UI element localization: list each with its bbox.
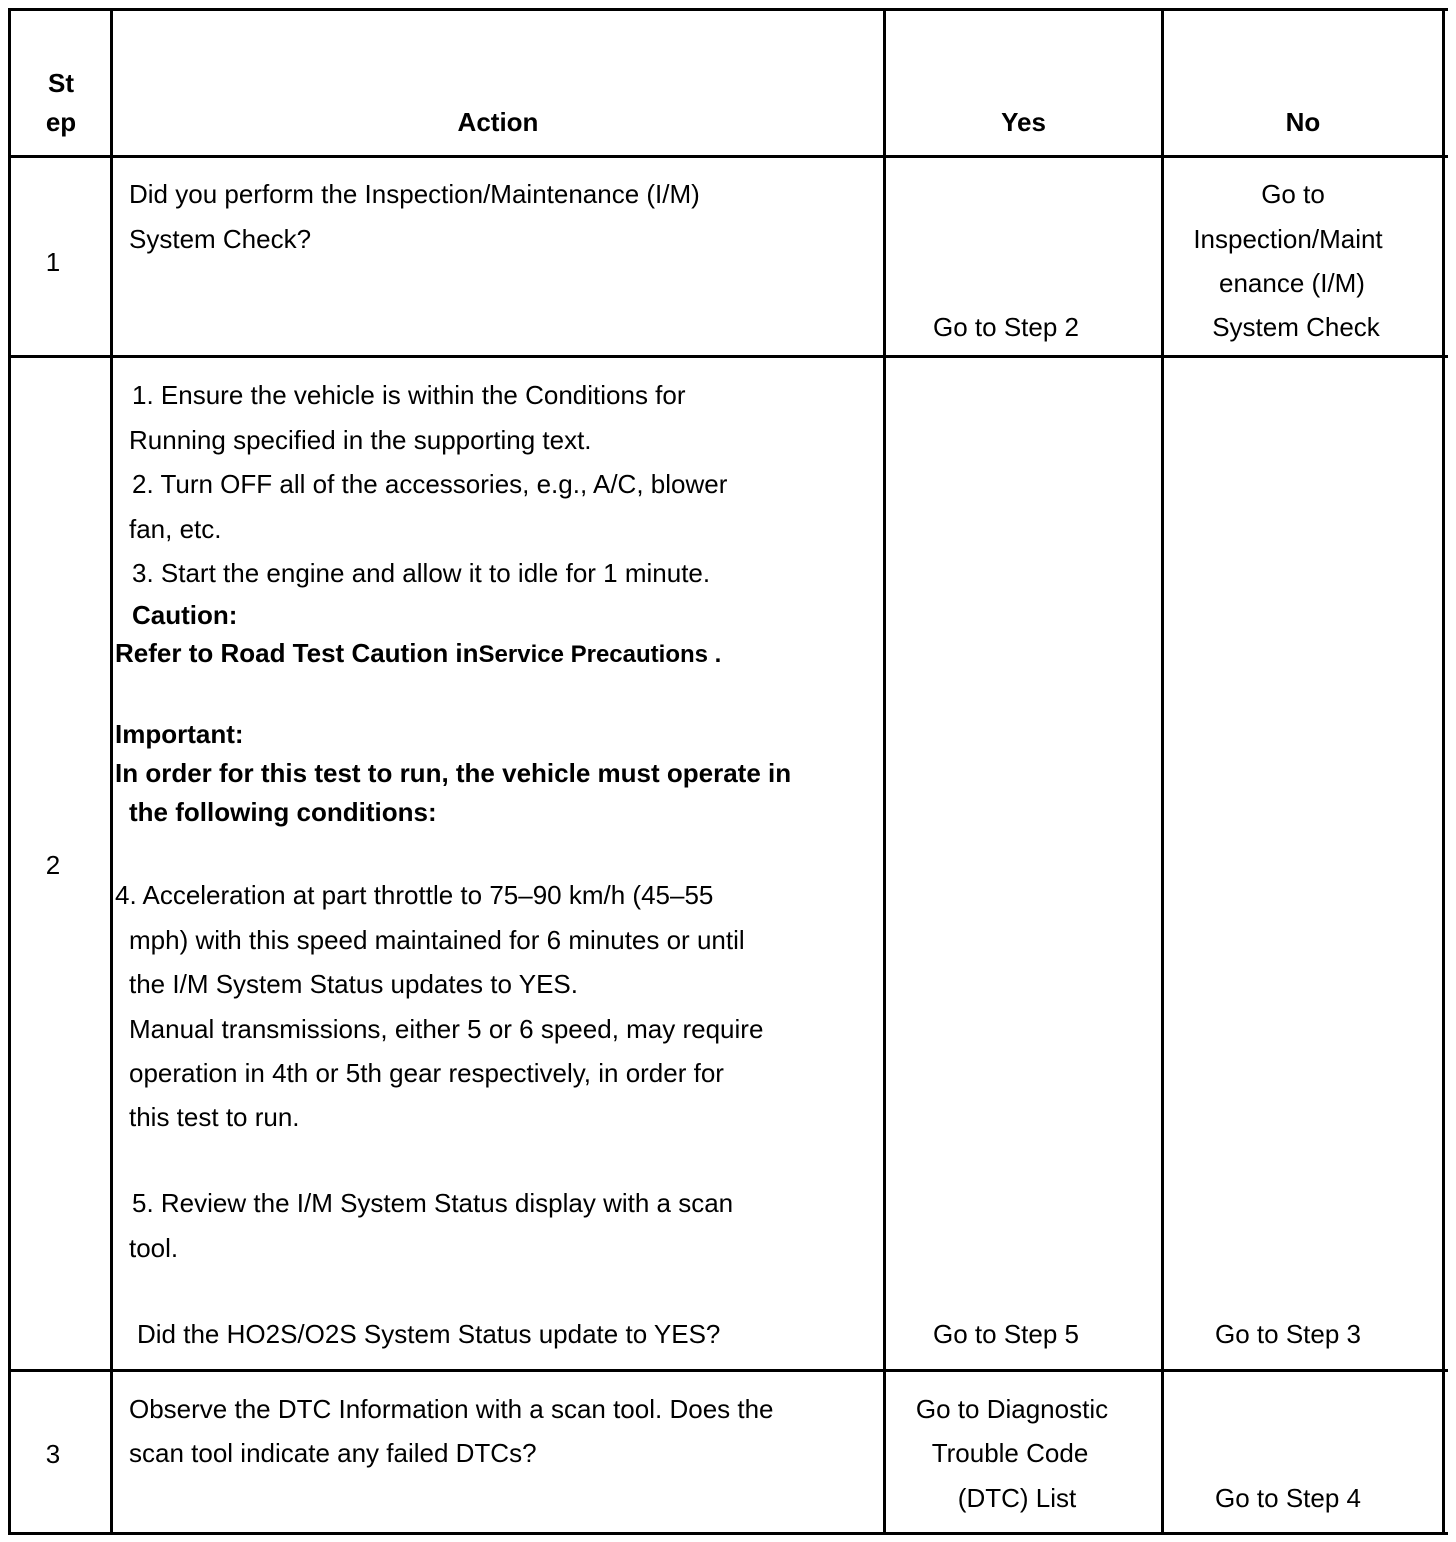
row2-line-11: this test to run. <box>129 1102 300 1132</box>
header-step-line1: St <box>48 68 74 98</box>
header-divider <box>8 155 1448 158</box>
column-divider-step <box>110 8 113 1535</box>
row1-action-line1: Did you perform the Inspection/Maintenance (I/M) <box>129 179 700 209</box>
service-precautions-link[interactable]: Service Precautions . <box>478 641 722 668</box>
column-divider-action <box>883 8 886 1535</box>
caution-label: Caution: <box>132 600 238 630</box>
row1-no-line4: System Check <box>1212 312 1380 342</box>
caution-text <box>115 638 721 670</box>
row2-line-13: tool. <box>129 1233 179 1263</box>
row1-no-line3: enance (I/M) <box>1219 268 1365 298</box>
important-label: Important: <box>115 719 244 749</box>
row2-yes: Go to Step 5 <box>933 1319 1079 1349</box>
row3-yes-line2: Trouble Code <box>931 1438 1089 1468</box>
row2-line-4: fan, etc. <box>129 514 222 544</box>
table-border-left <box>8 8 11 1535</box>
row3-step: 3 <box>45 1439 61 1469</box>
row1-yes: Go to Step 2 <box>933 312 1079 342</box>
caution-text-a: Refer to Road Test Caution in <box>115 638 479 668</box>
row2-line-9: Manual transmissions, either 5 or 6 speed, may require <box>129 1014 764 1044</box>
row2-line-10: operation in 4th or 5th gear respectively, in order for <box>129 1058 724 1088</box>
row1-action-line2: System Check? <box>129 224 312 254</box>
row2-line-2: Running specified in the supporting text. <box>129 425 592 455</box>
table-border-right <box>1442 8 1445 1535</box>
row2-line-3: 2. Turn OFF all of the accessories, e.g., A/C, blower <box>132 469 728 499</box>
table-border-top <box>8 8 1448 11</box>
row3-yes-line1: Go to Diagnostic <box>915 1394 1109 1424</box>
important-text-line2: the following conditions: <box>129 797 437 827</box>
row-divider-2 <box>8 1369 1448 1372</box>
row2-question: Did the HO2S/O2S System Status update to YES? <box>137 1319 721 1349</box>
row2-line-8: the I/M System Status updates to YES. <box>129 969 578 999</box>
row2-line-5: 3. Start the engine and allow it to idle for 1 minute. <box>132 558 711 588</box>
row1-no-line2: Inspection/Maint <box>1193 224 1383 254</box>
row2-no: Go to Step 3 <box>1215 1319 1361 1349</box>
row-divider-1 <box>8 355 1448 358</box>
important-text-line1: In order for this test to run, the vehicle must operate in <box>115 758 792 788</box>
row2-line-12: 5. Review the I/M System Status display with a scan <box>132 1188 734 1218</box>
header-yes: Yes <box>1001 107 1046 137</box>
row2-line-7: mph) with this speed maintained for 6 minutes or until <box>129 925 745 955</box>
table-border-bottom <box>8 1532 1448 1535</box>
row3-no: Go to Step 4 <box>1215 1483 1361 1513</box>
header-action: Action <box>457 107 539 137</box>
row2-line-6: 4. Acceleration at part throttle to 75–90 km/h (45–55 <box>115 880 714 910</box>
header-step-line2: ep <box>45 107 77 137</box>
row3-yes-line3: (DTC) List <box>957 1483 1077 1513</box>
row1-no-line1: Go to <box>1261 179 1325 209</box>
row1-step: 1 <box>45 247 61 277</box>
row3-action-line1: Observe the DTC Information with a scan tool. Does the <box>129 1394 774 1424</box>
row2-step: 2 <box>45 850 61 880</box>
row3-action-line2: scan tool indicate any failed DTCs? <box>129 1438 537 1468</box>
row2-line-1: 1. Ensure the vehicle is within the Conditions for <box>132 380 686 410</box>
header-no: No <box>1285 107 1321 137</box>
